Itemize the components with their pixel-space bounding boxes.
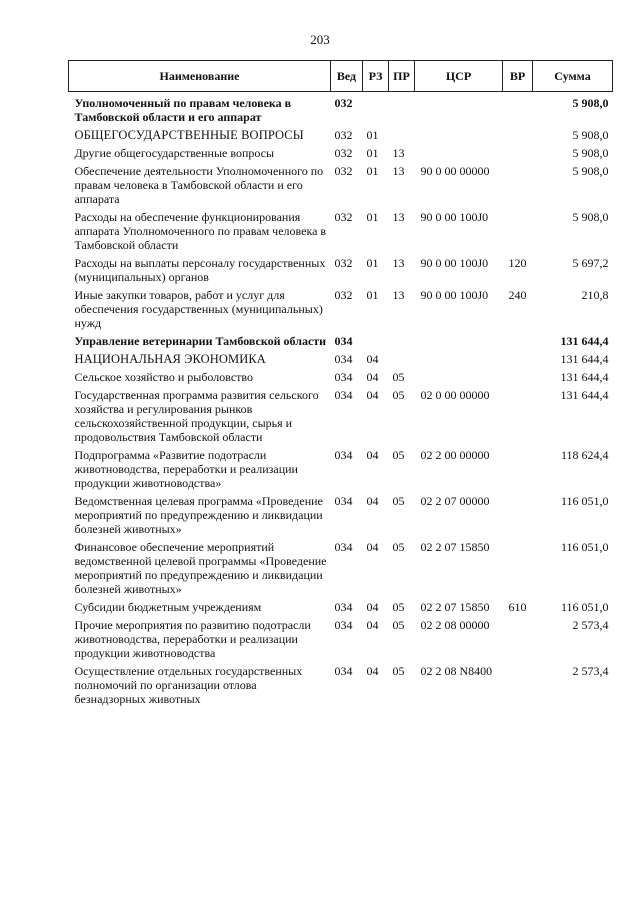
cell-vr: 120	[508, 256, 527, 270]
cell-sum: 5 908,0	[572, 146, 609, 160]
table-row	[69, 146, 613, 164]
cell-rz: 04	[366, 494, 379, 508]
cell-vr	[503, 664, 533, 710]
cell-pr: 13	[392, 210, 405, 224]
cell-pr: 13	[392, 146, 405, 160]
cell-sum: 116 051,0	[560, 540, 609, 554]
cell-name: Другие общегосударственные вопросы	[74, 146, 275, 160]
cell-pr	[389, 334, 415, 352]
cell-vr	[503, 352, 533, 370]
cell-sum: 5 908,0	[572, 128, 609, 142]
cell-name: НАЦИОНАЛЬНАЯ ЭКОНОМИКА	[74, 352, 266, 366]
cell-name: Обеспечение деятельности Уполномоченного по правам человека в Тамбовской области и его аппарата	[74, 164, 324, 206]
page-number: 203	[310, 32, 330, 47]
table-row	[69, 494, 613, 540]
table-row	[69, 92, 613, 129]
cell-sum: 131 644,4	[560, 388, 609, 402]
cell-rz: 04	[366, 388, 379, 402]
cell-rz: 04	[366, 352, 379, 366]
cell-csr	[415, 92, 503, 129]
header-rz: РЗ	[363, 61, 389, 92]
cell-csr	[415, 334, 503, 352]
cell-ved: 032	[334, 210, 353, 224]
cell-rz: 04	[366, 600, 379, 614]
cell-sum: 2 573,4	[572, 618, 609, 632]
cell-rz	[363, 334, 389, 352]
cell-vr: 610	[508, 600, 527, 614]
cell-pr: 05	[392, 664, 405, 678]
cell-csr: 90 0 00 100J0	[420, 288, 489, 302]
cell-pr: 05	[392, 600, 405, 614]
table-row	[69, 370, 613, 388]
cell-rz	[363, 92, 389, 129]
cell-ved: 034	[334, 618, 353, 632]
cell-vr	[503, 210, 533, 256]
cell-name: Государственная программа развития сельского хозяйства и регулирования рынков сельскохозяйственной продукции, сырья и продовольствия Тамбовской области	[74, 388, 319, 444]
table-row	[69, 540, 613, 600]
budget-table	[68, 60, 613, 710]
cell-vr	[503, 146, 533, 164]
cell-ved: 034	[334, 388, 353, 402]
table-row	[69, 448, 613, 494]
cell-sum: 118 624,4	[560, 448, 609, 462]
cell-csr: 02 2 07 15850	[420, 600, 490, 614]
cell-ved: 032	[334, 146, 353, 160]
cell-vr	[503, 334, 533, 352]
header-name: Наименование	[69, 61, 331, 92]
cell-rz: 04	[366, 664, 379, 678]
cell-rz: 01	[366, 146, 379, 160]
cell-name: Прочие мероприятия по развитию подотрасли животноводства, переработки и реализации продукции животноводства	[74, 618, 311, 660]
cell-name: Подпрограмма «Развитие подотрасли животноводства, переработки и реализации продукции животноводства»	[74, 448, 298, 490]
cell-name: Сельское хозяйство и рыболовство	[74, 370, 254, 384]
cell-ved: 034	[334, 494, 353, 508]
cell-vr	[503, 388, 533, 448]
cell-sum: 5 908,0	[572, 210, 609, 224]
cell-ved: 034	[334, 600, 353, 614]
cell-vr	[503, 448, 533, 494]
cell-csr: 02 2 08 00000	[420, 618, 490, 632]
cell-sum: 5 908,0	[572, 96, 609, 110]
table-row	[69, 352, 613, 370]
cell-name: Иные закупки товаров, работ и услуг для обеспечения государственных (муниципальных) нужд	[74, 288, 323, 330]
cell-pr: 13	[392, 288, 405, 302]
cell-sum: 131 644,4	[560, 370, 609, 384]
header-ved: Вед	[331, 61, 363, 92]
cell-pr: 05	[392, 540, 405, 554]
table-row	[69, 288, 613, 334]
cell-ved: 034	[334, 540, 353, 554]
cell-vr	[503, 370, 533, 388]
cell-vr	[503, 618, 533, 664]
cell-csr	[415, 370, 503, 388]
cell-sum: 2 573,4	[572, 664, 609, 678]
cell-rz: 01	[366, 256, 379, 270]
cell-csr: 02 0 00 00000	[420, 388, 490, 402]
cell-ved: 034	[334, 352, 353, 366]
cell-sum: 116 051,0	[560, 494, 609, 508]
table-row	[69, 256, 613, 288]
cell-csr	[415, 146, 503, 164]
header-pr: ПР	[389, 61, 415, 92]
cell-pr	[389, 92, 415, 129]
cell-vr	[503, 540, 533, 600]
table-row	[69, 210, 613, 256]
cell-ved: 034	[334, 448, 353, 462]
cell-vr	[503, 92, 533, 129]
cell-csr	[415, 128, 503, 146]
cell-csr: 90 0 00 00000	[420, 164, 490, 178]
cell-csr: 02 2 07 00000	[420, 494, 490, 508]
cell-sum: 5 908,0	[572, 164, 609, 178]
cell-rz: 01	[366, 288, 379, 302]
cell-vr: 240	[508, 288, 527, 302]
cell-rz: 01	[366, 164, 379, 178]
cell-pr: 05	[392, 494, 405, 508]
cell-ved: 032	[334, 256, 353, 270]
cell-name: Управление ветеринарии Тамбовской области	[74, 334, 327, 348]
cell-ved: 034	[334, 664, 353, 678]
table-row	[69, 334, 613, 352]
table-body	[69, 92, 613, 711]
cell-pr: 05	[392, 448, 405, 462]
table-row	[69, 600, 613, 618]
cell-vr	[503, 128, 533, 146]
table-row	[69, 618, 613, 664]
cell-pr	[389, 128, 415, 146]
cell-name: Расходы на обеспечение функционирования аппарата Уполномоченного по правам человека в Тамбовской области	[74, 210, 327, 252]
cell-csr: 02 2 08 N8400	[420, 664, 493, 678]
table-row	[69, 388, 613, 448]
cell-pr: 13	[392, 256, 405, 270]
cell-vr	[503, 494, 533, 540]
cell-name: Осуществление отдельных государственных полномочий по организации отлова безнадзорных животных	[74, 664, 303, 706]
cell-pr: 13	[392, 164, 405, 178]
cell-ved: 032	[334, 288, 353, 302]
cell-rz: 04	[366, 448, 379, 462]
cell-csr: 02 2 07 15850	[420, 540, 490, 554]
cell-sum: 131 644,4	[560, 352, 609, 366]
cell-sum: 116 051,0	[560, 600, 609, 614]
cell-ved: 032	[334, 128, 353, 142]
cell-pr: 05	[392, 388, 405, 402]
table-row	[69, 128, 613, 146]
cell-name: Субсидии бюджетным учреждениям	[74, 600, 262, 614]
cell-sum: 5 697,2	[572, 256, 609, 270]
table-row	[69, 664, 613, 710]
cell-name: Финансовое обеспечение мероприятий ведомственной целевой программы «Проведение мероприятий по предупреждению и ликвидации болезней животных»	[74, 540, 327, 596]
cell-csr: 02 2 00 00000	[420, 448, 490, 462]
table-row	[69, 164, 613, 210]
cell-ved: 034	[334, 370, 353, 384]
cell-rz: 04	[366, 540, 379, 554]
table-header-row	[69, 61, 613, 92]
cell-name: Расходы на выплаты персоналу государственных (муниципальных) органов	[74, 256, 326, 284]
cell-sum: 131 644,4	[560, 334, 609, 348]
cell-vr	[503, 164, 533, 210]
cell-name: Уполномоченный по правам человека в Тамбовской области и его аппарат	[74, 96, 292, 124]
cell-pr: 05	[392, 370, 405, 384]
cell-ved: 032	[334, 164, 353, 178]
cell-rz: 04	[366, 618, 379, 632]
cell-csr	[415, 352, 503, 370]
cell-pr: 05	[392, 618, 405, 632]
cell-ved: 032	[334, 96, 353, 110]
cell-csr: 90 0 00 100J0	[420, 256, 489, 270]
header-csr: ЦСР	[415, 61, 503, 92]
cell-name: ОБЩЕГОСУДАРСТВЕННЫЕ ВОПРОСЫ	[74, 128, 304, 142]
cell-sum: 210,8	[581, 288, 609, 302]
cell-csr: 90 0 00 100J0	[420, 210, 489, 224]
cell-name: Ведомственная целевая программа «Проведение мероприятий по предупреждению и ликвидации болезней животных»	[74, 494, 323, 536]
cell-rz: 01	[366, 210, 379, 224]
header-sum: Сумма	[533, 61, 613, 92]
cell-ved: 034	[334, 334, 353, 348]
header-vr: ВР	[503, 61, 533, 92]
cell-rz: 04	[366, 370, 379, 384]
cell-rz: 01	[366, 128, 379, 142]
cell-pr	[389, 352, 415, 370]
